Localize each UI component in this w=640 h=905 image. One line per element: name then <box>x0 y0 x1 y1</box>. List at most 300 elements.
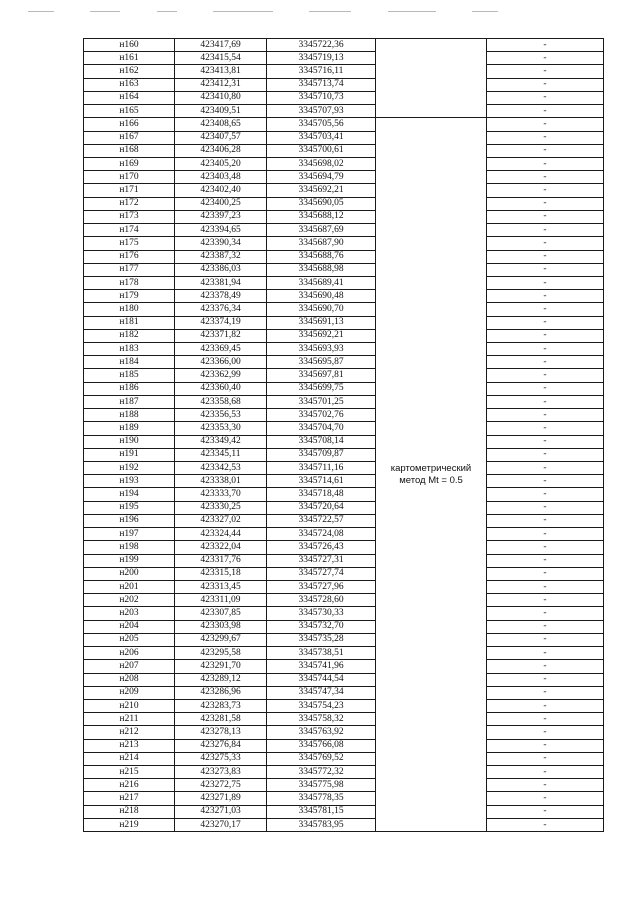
header-mark <box>309 11 351 12</box>
note-cell: - <box>487 329 604 342</box>
point-name-cell: н217 <box>84 792 175 805</box>
table-row <box>84 607 604 620</box>
y-coordinate-cell: 3345688,12 <box>267 210 376 223</box>
table-row <box>84 462 604 475</box>
note-cell: - <box>487 752 604 765</box>
method-cell-empty <box>376 39 487 118</box>
y-coordinate-cell: 3345718,48 <box>267 488 376 501</box>
header-mark <box>213 11 273 12</box>
header-mark <box>472 11 498 12</box>
y-coordinate-cell: 3345778,35 <box>267 792 376 805</box>
y-coordinate-cell: 3345724,08 <box>267 528 376 541</box>
note-cell: - <box>487 699 604 712</box>
note-cell: - <box>487 541 604 554</box>
table-row <box>84 660 604 673</box>
table-row <box>84 752 604 765</box>
y-coordinate-cell: 3345727,96 <box>267 580 376 593</box>
point-name-cell: н195 <box>84 501 175 514</box>
table-row <box>84 647 604 660</box>
x-coordinate-cell: 423313,45 <box>175 580 267 593</box>
x-coordinate-cell: 423338,01 <box>175 475 267 488</box>
y-coordinate-cell: 3345699,75 <box>267 382 376 395</box>
y-coordinate-cell: 3345766,08 <box>267 739 376 752</box>
note-cell: - <box>487 779 604 792</box>
note-cell: - <box>487 620 604 633</box>
x-coordinate-cell: 423299,67 <box>175 633 267 646</box>
x-coordinate-cell: 423307,85 <box>175 607 267 620</box>
x-coordinate-cell: 423415,54 <box>175 52 267 65</box>
coordinates-table-body <box>84 39 604 832</box>
table-row <box>84 594 604 607</box>
table-row <box>84 290 604 303</box>
note-cell: - <box>487 78 604 91</box>
x-coordinate-cell: 423271,03 <box>175 805 267 818</box>
point-name-cell: н164 <box>84 91 175 104</box>
y-coordinate-cell: 3345713,74 <box>267 78 376 91</box>
x-coordinate-cell: 423322,04 <box>175 541 267 554</box>
y-coordinate-cell: 3345754,23 <box>267 699 376 712</box>
table-row <box>84 805 604 818</box>
table-row <box>84 633 604 646</box>
table-row <box>84 475 604 488</box>
point-name-cell: н219 <box>84 818 175 831</box>
x-coordinate-cell: 423413,81 <box>175 65 267 78</box>
table-row <box>84 435 604 448</box>
note-cell: - <box>487 501 604 514</box>
point-name-cell: н185 <box>84 369 175 382</box>
note-cell: - <box>487 237 604 250</box>
point-name-cell: н177 <box>84 263 175 276</box>
table-row <box>84 224 604 237</box>
x-coordinate-cell: 423407,57 <box>175 131 267 144</box>
y-coordinate-cell: 3345707,93 <box>267 105 376 118</box>
y-coordinate-cell: 3345702,76 <box>267 409 376 422</box>
table-row <box>84 52 604 65</box>
note-cell: - <box>487 395 604 408</box>
point-name-cell: н209 <box>84 686 175 699</box>
note-cell: - <box>487 144 604 157</box>
x-coordinate-cell: 423387,32 <box>175 250 267 263</box>
x-coordinate-cell: 423278,13 <box>175 726 267 739</box>
x-coordinate-cell: 423353,30 <box>175 422 267 435</box>
table-row <box>84 422 604 435</box>
point-name-cell: н173 <box>84 210 175 223</box>
table-row <box>84 197 604 210</box>
table-row <box>84 488 604 501</box>
note-cell: - <box>487 409 604 422</box>
note-cell: - <box>487 343 604 356</box>
point-name-cell: н188 <box>84 409 175 422</box>
y-coordinate-cell: 3345716,11 <box>267 65 376 78</box>
note-cell: - <box>487 382 604 395</box>
point-name-cell: н174 <box>84 224 175 237</box>
note-cell: - <box>487 660 604 673</box>
point-name-cell: н196 <box>84 514 175 527</box>
point-name-cell: н169 <box>84 157 175 170</box>
y-coordinate-cell: 3345709,87 <box>267 448 376 461</box>
y-coordinate-cell: 3345728,60 <box>267 594 376 607</box>
note-cell: - <box>487 607 604 620</box>
y-coordinate-cell: 3345692,21 <box>267 184 376 197</box>
point-name-cell: н204 <box>84 620 175 633</box>
note-cell: - <box>487 157 604 170</box>
x-coordinate-cell: 423330,25 <box>175 501 267 514</box>
note-cell: - <box>487 197 604 210</box>
x-coordinate-cell: 423311,09 <box>175 594 267 607</box>
x-coordinate-cell: 423270,17 <box>175 818 267 831</box>
note-cell: - <box>487 580 604 593</box>
note-cell: - <box>487 184 604 197</box>
table-row <box>84 541 604 554</box>
x-coordinate-cell: 423281,58 <box>175 713 267 726</box>
y-coordinate-cell: 3345695,87 <box>267 356 376 369</box>
note-cell: - <box>487 316 604 329</box>
x-coordinate-cell: 423273,83 <box>175 766 267 779</box>
y-coordinate-cell: 3345692,21 <box>267 329 376 342</box>
x-coordinate-cell: 423394,65 <box>175 224 267 237</box>
point-name-cell: н194 <box>84 488 175 501</box>
table-row <box>84 131 604 144</box>
y-coordinate-cell: 3345710,73 <box>267 91 376 104</box>
y-coordinate-cell: 3345690,05 <box>267 197 376 210</box>
point-name-cell: н165 <box>84 105 175 118</box>
x-coordinate-cell: 423402,40 <box>175 184 267 197</box>
point-name-cell: н180 <box>84 303 175 316</box>
table-row <box>84 620 604 633</box>
table-row <box>84 713 604 726</box>
note-cell: - <box>487 818 604 831</box>
y-coordinate-cell: 3345735,28 <box>267 633 376 646</box>
table-row <box>84 580 604 593</box>
point-name-cell: н172 <box>84 197 175 210</box>
point-name-cell: н190 <box>84 435 175 448</box>
y-coordinate-cell: 3345690,48 <box>267 290 376 303</box>
y-coordinate-cell: 3345781,15 <box>267 805 376 818</box>
table-row <box>84 263 604 276</box>
y-coordinate-cell: 3345698,02 <box>267 157 376 170</box>
x-coordinate-cell: 423303,98 <box>175 620 267 633</box>
y-coordinate-cell: 3345704,70 <box>267 422 376 435</box>
y-coordinate-cell: 3345772,32 <box>267 766 376 779</box>
y-coordinate-cell: 3345726,43 <box>267 541 376 554</box>
point-name-cell: н208 <box>84 673 175 686</box>
point-name-cell: н168 <box>84 144 175 157</box>
x-coordinate-cell: 423317,76 <box>175 554 267 567</box>
note-cell: - <box>487 422 604 435</box>
table-row <box>84 39 604 52</box>
point-name-cell: н186 <box>84 382 175 395</box>
y-coordinate-cell: 3345769,52 <box>267 752 376 765</box>
table-row <box>84 356 604 369</box>
y-coordinate-cell: 3345701,25 <box>267 395 376 408</box>
point-name-cell: н171 <box>84 184 175 197</box>
x-coordinate-cell: 423356,53 <box>175 409 267 422</box>
table-row <box>84 726 604 739</box>
x-coordinate-cell: 423276,84 <box>175 739 267 752</box>
point-name-cell: н167 <box>84 131 175 144</box>
point-name-cell: н162 <box>84 65 175 78</box>
point-name-cell: н202 <box>84 594 175 607</box>
note-cell: - <box>487 435 604 448</box>
point-name-cell: н175 <box>84 237 175 250</box>
y-coordinate-cell: 3345730,33 <box>267 607 376 620</box>
x-coordinate-cell: 423362,99 <box>175 369 267 382</box>
y-coordinate-cell: 3345694,79 <box>267 171 376 184</box>
table-row <box>84 276 604 289</box>
header-mark <box>90 11 120 12</box>
point-name-cell: н203 <box>84 607 175 620</box>
note-cell: - <box>487 673 604 686</box>
table-row <box>84 250 604 263</box>
point-name-cell: н189 <box>84 422 175 435</box>
note-cell: - <box>487 276 604 289</box>
y-coordinate-cell: 3345741,96 <box>267 660 376 673</box>
x-coordinate-cell: 423360,40 <box>175 382 267 395</box>
y-coordinate-cell: 3345714,61 <box>267 475 376 488</box>
note-cell: - <box>487 91 604 104</box>
x-coordinate-cell: 423286,96 <box>175 686 267 699</box>
table-row <box>84 65 604 78</box>
x-coordinate-cell: 423408,65 <box>175 118 267 131</box>
table-row <box>84 210 604 223</box>
note-cell: - <box>487 805 604 818</box>
table-row <box>84 105 604 118</box>
x-coordinate-cell: 423376,34 <box>175 303 267 316</box>
point-name-cell: н184 <box>84 356 175 369</box>
table-row <box>84 343 604 356</box>
note-cell: - <box>487 171 604 184</box>
x-coordinate-cell: 423400,25 <box>175 197 267 210</box>
table-row <box>84 448 604 461</box>
note-cell: - <box>487 528 604 541</box>
table-row <box>84 739 604 752</box>
x-coordinate-cell: 423405,20 <box>175 157 267 170</box>
y-coordinate-cell: 3345738,51 <box>267 647 376 660</box>
note-cell: - <box>487 39 604 52</box>
point-name-cell: н207 <box>84 660 175 673</box>
point-name-cell: н181 <box>84 316 175 329</box>
table-row <box>84 118 604 131</box>
x-coordinate-cell: 423371,82 <box>175 329 267 342</box>
y-coordinate-cell: 3345763,92 <box>267 726 376 739</box>
x-coordinate-cell: 423315,18 <box>175 567 267 580</box>
note-cell: - <box>487 567 604 580</box>
x-coordinate-cell: 423406,28 <box>175 144 267 157</box>
y-coordinate-cell: 3345758,32 <box>267 713 376 726</box>
point-name-cell: н206 <box>84 647 175 660</box>
table-row <box>84 554 604 567</box>
point-name-cell: н201 <box>84 580 175 593</box>
point-name-cell: н183 <box>84 343 175 356</box>
y-coordinate-cell: 3345693,93 <box>267 343 376 356</box>
point-name-cell: н170 <box>84 171 175 184</box>
point-name-cell: н199 <box>84 554 175 567</box>
note-cell: - <box>487 290 604 303</box>
y-coordinate-cell: 3345689,41 <box>267 276 376 289</box>
x-coordinate-cell: 423409,51 <box>175 105 267 118</box>
note-cell: - <box>487 448 604 461</box>
x-coordinate-cell: 423271,89 <box>175 792 267 805</box>
y-coordinate-cell: 3345727,74 <box>267 567 376 580</box>
x-coordinate-cell: 423378,49 <box>175 290 267 303</box>
header-mark <box>157 11 177 12</box>
y-coordinate-cell: 3345719,13 <box>267 52 376 65</box>
y-coordinate-cell: 3345775,98 <box>267 779 376 792</box>
x-coordinate-cell: 423342,53 <box>175 462 267 475</box>
table-row <box>84 673 604 686</box>
point-name-cell: н212 <box>84 726 175 739</box>
y-coordinate-cell: 3345700,61 <box>267 144 376 157</box>
note-cell: - <box>487 726 604 739</box>
table-row <box>84 316 604 329</box>
note-cell: - <box>487 739 604 752</box>
note-cell: - <box>487 647 604 660</box>
x-coordinate-cell: 423386,03 <box>175 263 267 276</box>
table-row <box>84 409 604 422</box>
table-row <box>84 303 604 316</box>
x-coordinate-cell: 423289,12 <box>175 673 267 686</box>
point-name-cell: н187 <box>84 395 175 408</box>
x-coordinate-cell: 423412,31 <box>175 78 267 91</box>
x-coordinate-cell: 423417,69 <box>175 39 267 52</box>
table-row <box>84 91 604 104</box>
note-cell: - <box>487 594 604 607</box>
note-cell: - <box>487 475 604 488</box>
point-name-cell: н205 <box>84 633 175 646</box>
y-coordinate-cell: 3345690,70 <box>267 303 376 316</box>
table-row <box>84 792 604 805</box>
note-cell: - <box>487 356 604 369</box>
table-row <box>84 237 604 250</box>
y-coordinate-cell: 3345705,56 <box>267 118 376 131</box>
point-name-cell: н182 <box>84 329 175 342</box>
x-coordinate-cell: 423283,73 <box>175 699 267 712</box>
x-coordinate-cell: 423345,11 <box>175 448 267 461</box>
x-coordinate-cell: 423327,02 <box>175 514 267 527</box>
coordinates-table <box>83 38 604 832</box>
point-name-cell: н200 <box>84 567 175 580</box>
y-coordinate-cell: 3345703,41 <box>267 131 376 144</box>
y-coordinate-cell: 3345687,90 <box>267 237 376 250</box>
note-cell: - <box>487 766 604 779</box>
table-row <box>84 369 604 382</box>
point-name-cell: н210 <box>84 699 175 712</box>
note-cell: - <box>487 686 604 699</box>
x-coordinate-cell: 423333,70 <box>175 488 267 501</box>
point-name-cell: н213 <box>84 739 175 752</box>
table-row <box>84 171 604 184</box>
y-coordinate-cell: 3345691,13 <box>267 316 376 329</box>
point-name-cell: н166 <box>84 118 175 131</box>
note-cell: - <box>487 303 604 316</box>
point-name-cell: н179 <box>84 290 175 303</box>
note-cell: - <box>487 118 604 131</box>
table-row <box>84 395 604 408</box>
x-coordinate-cell: 423358,68 <box>175 395 267 408</box>
table-row <box>84 528 604 541</box>
point-name-cell: н211 <box>84 713 175 726</box>
page-header-marks <box>28 8 498 14</box>
table-row <box>84 144 604 157</box>
y-coordinate-cell: 3345722,57 <box>267 514 376 527</box>
note-cell: - <box>487 792 604 805</box>
note-cell: - <box>487 263 604 276</box>
x-coordinate-cell: 423275,33 <box>175 752 267 765</box>
note-cell: - <box>487 210 604 223</box>
note-cell: - <box>487 462 604 475</box>
y-coordinate-cell: 3345687,69 <box>267 224 376 237</box>
point-name-cell: н191 <box>84 448 175 461</box>
table-row <box>84 779 604 792</box>
note-cell: - <box>487 554 604 567</box>
table-row <box>84 157 604 170</box>
x-coordinate-cell: 423397,23 <box>175 210 267 223</box>
point-name-cell: н161 <box>84 52 175 65</box>
point-name-cell: н198 <box>84 541 175 554</box>
x-coordinate-cell: 423369,45 <box>175 343 267 356</box>
y-coordinate-cell: 3345688,76 <box>267 250 376 263</box>
x-coordinate-cell: 423272,75 <box>175 779 267 792</box>
note-cell: - <box>487 713 604 726</box>
note-cell: - <box>487 65 604 78</box>
point-name-cell: н160 <box>84 39 175 52</box>
point-name-cell: н197 <box>84 528 175 541</box>
header-mark <box>28 11 54 12</box>
point-name-cell: н192 <box>84 462 175 475</box>
y-coordinate-cell: 3345688,98 <box>267 263 376 276</box>
y-coordinate-cell: 3345722,36 <box>267 39 376 52</box>
header-mark <box>388 11 436 12</box>
table-row <box>84 501 604 514</box>
note-cell: - <box>487 250 604 263</box>
x-coordinate-cell: 423291,70 <box>175 660 267 673</box>
x-coordinate-cell: 423403,48 <box>175 171 267 184</box>
table-row <box>84 184 604 197</box>
table-row <box>84 567 604 580</box>
x-coordinate-cell: 423381,94 <box>175 276 267 289</box>
y-coordinate-cell: 3345732,70 <box>267 620 376 633</box>
x-coordinate-cell: 423349,42 <box>175 435 267 448</box>
method-cell: картометрический метод Mt = 0.5 <box>376 118 487 832</box>
x-coordinate-cell: 423374,19 <box>175 316 267 329</box>
table-row <box>84 766 604 779</box>
x-coordinate-cell: 423410,80 <box>175 91 267 104</box>
point-name-cell: н214 <box>84 752 175 765</box>
note-cell: - <box>487 488 604 501</box>
y-coordinate-cell: 3345708,14 <box>267 435 376 448</box>
note-cell: - <box>487 369 604 382</box>
point-name-cell: н218 <box>84 805 175 818</box>
point-name-cell: н193 <box>84 475 175 488</box>
y-coordinate-cell: 3345711,16 <box>267 462 376 475</box>
x-coordinate-cell: 423390,34 <box>175 237 267 250</box>
table-row <box>84 514 604 527</box>
note-cell: - <box>487 52 604 65</box>
y-coordinate-cell: 3345720,64 <box>267 501 376 514</box>
table-row <box>84 818 604 831</box>
table-row <box>84 699 604 712</box>
point-name-cell: н163 <box>84 78 175 91</box>
point-name-cell: н216 <box>84 779 175 792</box>
y-coordinate-cell: 3345727,31 <box>267 554 376 567</box>
table-row <box>84 686 604 699</box>
y-coordinate-cell: 3345747,34 <box>267 686 376 699</box>
y-coordinate-cell: 3345783,95 <box>267 818 376 831</box>
table-row <box>84 78 604 91</box>
x-coordinate-cell: 423324,44 <box>175 528 267 541</box>
x-coordinate-cell: 423295,58 <box>175 647 267 660</box>
x-coordinate-cell: 423366,00 <box>175 356 267 369</box>
